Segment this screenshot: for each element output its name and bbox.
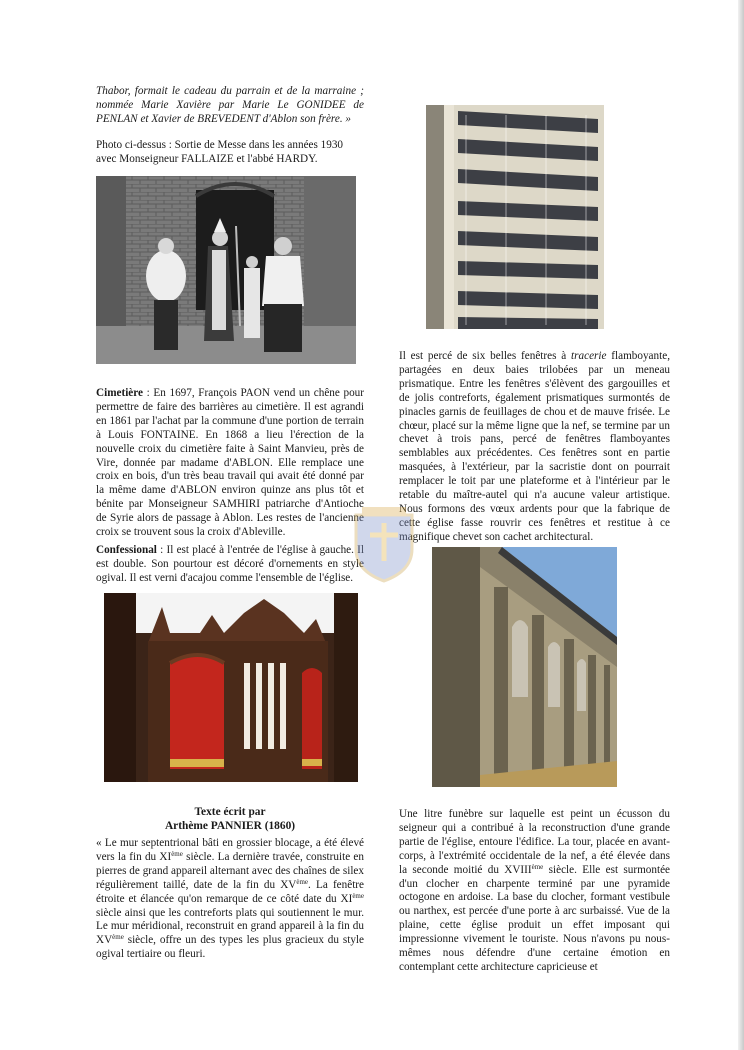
mass-photo bbox=[96, 176, 356, 364]
confessional-paragraph: Confessional : Il est placé à l'entrée de l'église à gauche. Il est double. Son pourtour est décoré d'ornements en style ogival. Il est verni d'acajou comme l'ensemble de l'église. bbox=[96, 544, 364, 584]
page-edge bbox=[738, 0, 744, 1050]
window-paragraph: Il est percé de six belles fenêtres à tracerie flamboyante, partagées en deux baies trilobées par un meneau prismatique. Entre les fenêtres s'élèvent des gargouilles et de jolis contreforts, également prismatiques surmontés de pinacles garnis de feuillages de chou et de mauve frisée. Le chœur, placé sur la même ligne que la nef, se termine par un chevet à trois pans, percé de fenêtres flamboyantes semblables aux précédentes. Ces fenêtres sont en partie masquées, à l'extérieur, par la sacristie dont on pourrait remplacer le toit par une plateforme et à l'intérieur par le retable du maître-autel qui n'a aucune valeur artistique. Nous formons des vœux ardents pour que la fabrique de cette église fasse rouvrir ces fenêtres et restitue à ce magnifique chevet son cachet architectural. bbox=[399, 350, 670, 543]
litre-paragraph: Une litre funèbre sur laquelle est peint un écusson du seigneur qui a contribué à la reconstruction d'une grande partie de l'église, entoure l'édifice. La tour, placée en avant-corps, à l'extrémité occidentale de la nef, a été élevée dans la seconde moitié du XVIIIème siècle. Elle est surmontée d'un clocher en charpente terminé par une pyramide octogone en ardoise. La base du clocher, formant vestibule ou narthex, est percée d'une porte à arc surbaissé. Vue de la plaine, cette église produit un effet imposant qui impressionne vivement le touriste. Nous n'avons pu nous-mêmes nous défendre d'une certaine émotion en contemplant cette architecture capricieuse et bbox=[399, 808, 671, 973]
crest-watermark bbox=[348, 505, 420, 583]
pannier-paragraph: « Le mur septentrional bâti en grossier blocage, a été élevé vers la fin du XIème siècle. La dernière travée, construite en pierres de grand appareil alternant avec des chaînes de silex régulièrement taillé, date de la fin du XVème. La fenêtre étroite et élancée qu'on remarque de ce côté date du XIème siècle ainsi que les contreforts plats qui soutiennent le mur. Le mur méridional, reconstruit en grand appareil à la fin du XVème siècle, offre un des types les plus gracieux du style ogival tertiaire ou fleuri. bbox=[96, 837, 364, 961]
pannier-title: Texte écrit par Arthème PANNIER (1860) bbox=[164, 806, 296, 832]
church-side-photo bbox=[432, 547, 617, 787]
cimetiere-paragraph: Cimetière : En 1697, François PAON vend un chêne pour permettre de faire des barrières au cimetière. Il est agrandi en 1861 par l'achat par la commune d'une portion de terrain à Louis FONTAINE. En 1868 a lieu l'érection de la nouvelle croix du cimetière faite à Saint Manvieu, près de Vire, donnée par madame d'ABLON. Elle remplace une croix en bois, d'un très beau travail qui avait été donné par la même dame d'ABLON environ quinze ans plus tôt et bénite par Monseigneur SAMHIRI patriarche d'Antioche de Syrie alors de passage à Ablon. Les restes de l'ancienne croix se trouvent sous la croix d'Ableville. bbox=[96, 387, 364, 539]
confessional-photo bbox=[104, 593, 358, 782]
photo-caption: Photo ci-dessus : Sortie de Messe dans les années 1930 avec Monseigneur FALLAIZE et l'abbé HARDY. bbox=[96, 139, 344, 165]
intro-italic: Thabor, formait le cadeau du parrain et de la marraine ; nommée Marie Xavière par Marie Le GONIDEE de PENLAN et Xavier de BREVEDENT d'Ablon son frère. » bbox=[96, 85, 364, 125]
wall-photo bbox=[426, 105, 604, 329]
